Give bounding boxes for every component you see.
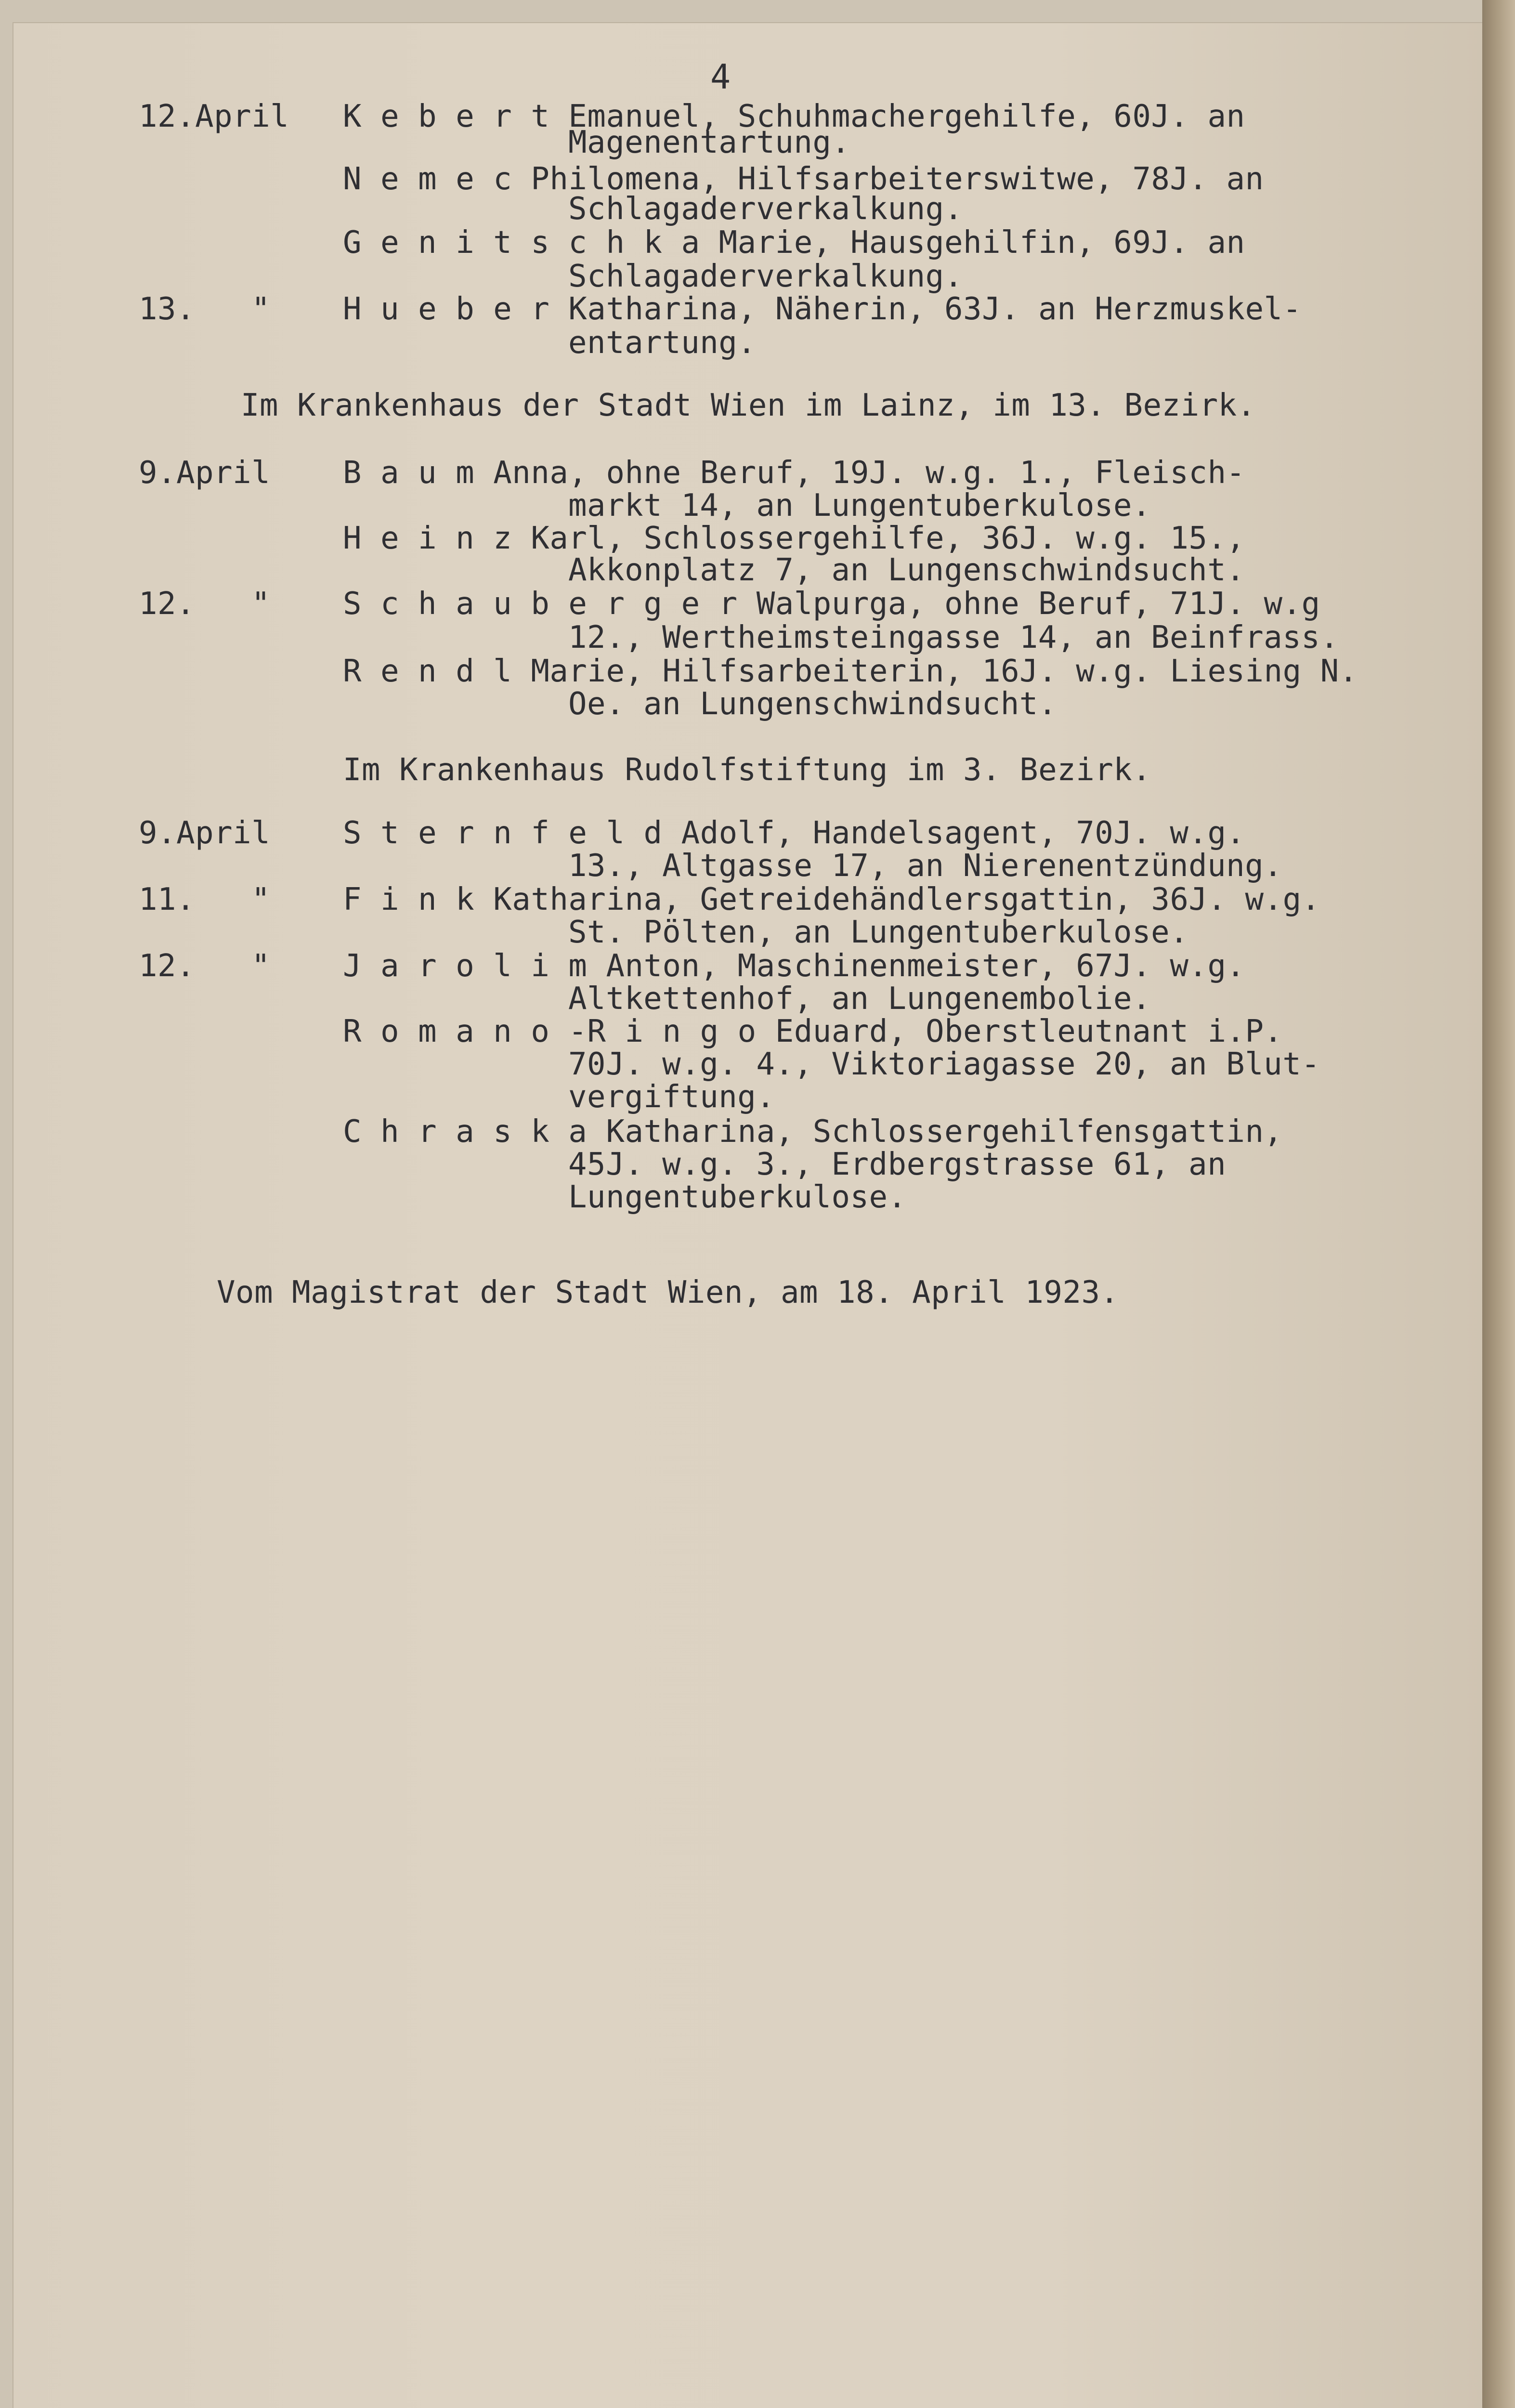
entry-line: F i n k Katharina, Getreidehändlersgattin, 36J. w.g. xyxy=(343,882,1320,917)
entry-line: K e b e r t Emanuel, Schuhmachergehilfe, 60J. an xyxy=(343,99,1245,134)
entry-date: 12.April xyxy=(139,99,289,134)
entry-continuation: 45J. w.g. 3., Erdbergstrasse 61, an xyxy=(568,1147,1227,1182)
entry-line: B a u m Anna, ohne Beruf, 19J. w.g. 1., Fleisch- xyxy=(343,455,1245,491)
entry-continuation: 12., Wertheimsteingasse 14, an Beinfrass. xyxy=(568,620,1339,655)
entry-line: N e m e c Philomena, Hilfsarbeiterswitwe, 78J. an xyxy=(343,161,1264,197)
entry-line: H u e b e r Katharina, Näherin, 63J. an Herzmuskel- xyxy=(343,291,1302,327)
entry-continuation: 70J. w.g. 4., Viktoriagasse 20, an Blut- xyxy=(568,1047,1320,1082)
entry-line: H e i n z Karl, Schlossergehilfe, 36J. w.g. 15., xyxy=(343,521,1245,556)
entry-continuation: vergiftung. xyxy=(568,1079,775,1115)
entry-line: S t e r n f e l d Adolf, Handelsagent, 70J. w.g. xyxy=(343,815,1245,851)
entry-continuation: Akkonplatz 7, an Lungenschwindsucht. xyxy=(568,552,1245,588)
entry-continuation: Oe. an Lungenschwindsucht. xyxy=(568,686,1057,722)
entry-line: J a r o l i m Anton, Maschinenmeister, 67J. w.g. xyxy=(343,948,1245,984)
entry-continuation: 13., Altgasse 17, an Nierenentzündung. xyxy=(568,848,1283,884)
section-heading: Im Krankenhaus der Stadt Wien im Lainz, im 13. Bezirk. xyxy=(241,388,1256,423)
entry-date: 13. " xyxy=(139,291,271,327)
closing-line: Vom Magistrat der Stadt Wien, am 18. April 1923. xyxy=(217,1275,1119,1310)
entry-date: 9.April xyxy=(139,455,271,491)
entry-continuation: St. Pölten, an Lungentuberkulose. xyxy=(568,915,1189,950)
document-page xyxy=(13,23,1488,2408)
entry-continuation: Lungentuberkulose. xyxy=(568,1179,907,1215)
entry-line: C h r a s k a Katharina, Schlossergehilfensgattin, xyxy=(343,1114,1283,1150)
entry-line: R o m a n o -R i n g o Eduard, Oberstleutnant i.P. xyxy=(343,1014,1283,1049)
entry-date: 11. " xyxy=(139,882,271,917)
entry-continuation: Magenentartung. xyxy=(568,125,850,160)
entry-line: S c h a u b e r g e r Walpurga, ohne Beruf, 71J. w.g xyxy=(343,586,1320,622)
entry-continuation: Altkettenhof, an Lungenembolie. xyxy=(568,981,1151,1017)
entry-continuation: markt 14, an Lungentuberkulose. xyxy=(568,488,1151,523)
entry-date: 12. " xyxy=(139,948,271,984)
entry-date: 9.April xyxy=(139,815,271,851)
page-number: 4 xyxy=(710,57,731,97)
entry-continuation: Schlagaderverkalkung. xyxy=(568,259,963,294)
page-edge-shadow xyxy=(1482,0,1515,2408)
section-heading: Im Krankenhaus Rudolfstiftung im 3. Bezirk. xyxy=(343,752,1151,788)
entry-continuation: Schlagaderverkalkung. xyxy=(568,191,963,227)
entry-line: R e n d l Marie, Hilfsarbeiterin, 16J. w.g. Liesing N. xyxy=(343,654,1358,689)
entry-line: G e n i t s c h k a Marie, Hausgehilfin, 69J. an xyxy=(343,225,1245,261)
entry-continuation: entartung. xyxy=(568,325,757,361)
entry-date: 12. " xyxy=(139,586,271,622)
